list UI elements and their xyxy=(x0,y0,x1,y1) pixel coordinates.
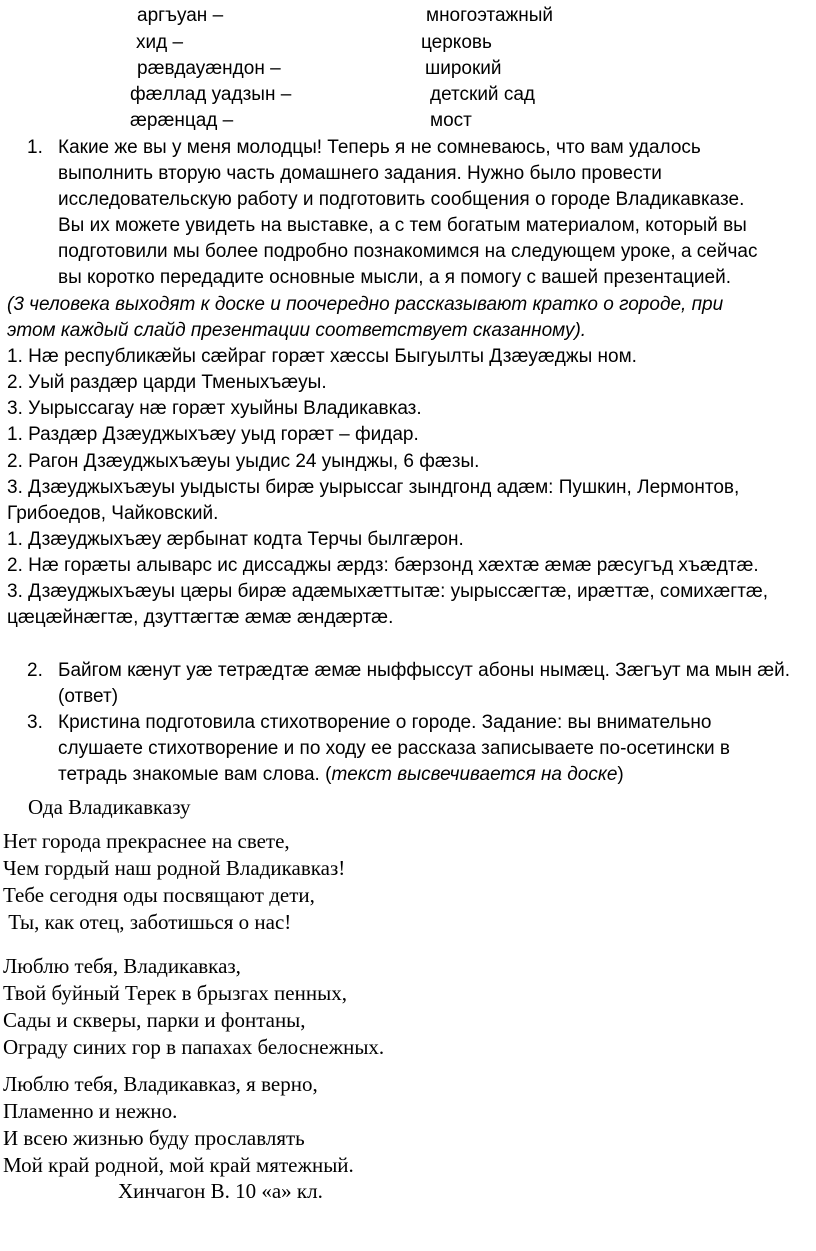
fact-line: 3. Уырыссагау нæ горæт хуыйны Владикавказ. xyxy=(7,398,422,419)
list-number: 2. xyxy=(27,660,43,681)
fact-line: 1. Нæ республикæйы сæйраг горæт хæссы Быгуылты Дзæуæджы ном. xyxy=(7,346,637,367)
paragraph-line: выполнить вторую часть домашнего задания. Нужно было провести xyxy=(58,163,662,184)
fact-line: 1. Дзæуджыхъæу æрбынат кодта Терчы былгæрон. xyxy=(7,529,464,550)
fact-line: 2. Уый раздæр царди Тменыхъæуы. xyxy=(7,372,327,393)
fact-line: 2. Нæ горæты алыварс ис диссаджы æрдз: бæрзонд хæхтæ æмæ рæсугъд хъæдтæ. xyxy=(7,555,759,576)
list-number: 1. xyxy=(27,137,43,158)
poem-line: Люблю тебя, Владикавказ, я верно, xyxy=(3,1072,318,1096)
poem-line: Ты, как отец, заботишься о нас! xyxy=(3,910,292,934)
paragraph-text: тетрадь знакомые вам слова. ( xyxy=(58,764,332,785)
paragraph-line: Байгом кæнут уæ тетрæдтæ æмæ ныффыссут абоны нымæц. Зæгъут ма мын æй. xyxy=(58,660,790,681)
vocab-left: хид – xyxy=(136,32,184,53)
poem-line: Тебе сегодня оды посвящают дети, xyxy=(3,883,315,907)
poem-title: Ода Владикавказу xyxy=(28,795,191,819)
paragraph-line: слушаете стихотворение и по ходу ее рассказа записываете по-осетински в xyxy=(58,738,731,759)
note-line: этом каждый слайд презентации соответствует сказанному). xyxy=(7,320,587,341)
paragraph-line xyxy=(58,765,624,784)
vocab-right: широкий xyxy=(425,58,502,79)
paragraph-line: Вы их можете увидеть на выставке, а с тем богатым материалом, который вы xyxy=(58,215,747,236)
note-line: (3 человека выходят к доске и поочередно рассказывают кратко о городе, при xyxy=(7,294,724,315)
paragraph-line: Кристина подготовила стихотворение о городе. Задание: вы внимательно xyxy=(58,712,712,733)
vocab-left: аргъуан – xyxy=(137,5,224,26)
poem-line: Ограду синих гор в папахах белоснежных. xyxy=(3,1035,385,1059)
fact-line: цæцæйнæгтæ, дзуттæгтæ æмæ æндæртæ. xyxy=(7,607,394,628)
fact-line: 3. Дзæуджыхъæуы цæры бирæ адæмыхæттытæ: уырыссæгтæ, ирæттæ, сомихæгтæ, xyxy=(7,581,769,602)
paragraph-line: исследовательскую работу и подготовить сообщения о городе Владикавказе. xyxy=(58,189,745,210)
vocab-right: многоэтажный xyxy=(426,5,554,26)
list-number: 3. xyxy=(27,712,43,733)
poem-line: И всею жизнью буду прославлять xyxy=(3,1126,305,1150)
paragraph-line: (ответ) xyxy=(58,686,119,707)
vocab-left: æрæнцад – xyxy=(130,110,234,131)
paragraph-line: Какие же вы у меня молодцы! Теперь я не сомневаюсь, что вам удалось xyxy=(58,137,701,158)
poem-line: Твой буйный Терек в брызгах пенных, xyxy=(3,981,347,1005)
fact-line: 2. Рагон Дзæуджыхъæуы уыдис 24 уынджы, 6 фæзы. xyxy=(7,451,480,472)
paragraph-italic-text: текст высвечивается на доске xyxy=(331,764,618,785)
poem-author: Хинчагон В. 10 «а» кл. xyxy=(118,1179,323,1203)
poem-line: Мой край родной, мой край мятежный. xyxy=(3,1153,354,1177)
fact-line: 1. Раздæр Дзæуджыхъæу уыд горæт – фидар. xyxy=(7,424,419,445)
poem-line: Нет города прекраснее на свете, xyxy=(3,829,290,853)
vocab-right: мост xyxy=(430,110,472,131)
paragraph-text: ) xyxy=(617,764,624,785)
poem-line: Люблю тебя, Владикавказ, xyxy=(3,954,241,978)
paragraph-line: вы коротко передадите основные мысли, а я помогу с вашей презентацией. xyxy=(58,267,731,288)
paragraph-line: подготовили мы более подробно познакомимся на следующем уроке, а сейчас xyxy=(58,241,758,262)
vocab-right: церковь xyxy=(421,32,492,53)
poem-line: Пламенно и нежно. xyxy=(3,1099,178,1123)
fact-line: Грибоедов, Чайковский. xyxy=(7,503,219,524)
vocab-left: фæллад уадзын – xyxy=(130,84,292,105)
fact-line: 3. Дзæуджыхъæуы уыдысты бирæ уырыссаг зындгонд адæм: Пушкин, Лермонтов, xyxy=(7,477,740,498)
poem-line: Чем гордый наш родной Владикавказ! xyxy=(3,856,346,880)
vocab-left: рæвдауæндон – xyxy=(137,58,281,79)
poem-line: Сады и скверы, парки и фонтаны, xyxy=(3,1008,306,1032)
vocab-right: детский сад xyxy=(430,84,535,105)
